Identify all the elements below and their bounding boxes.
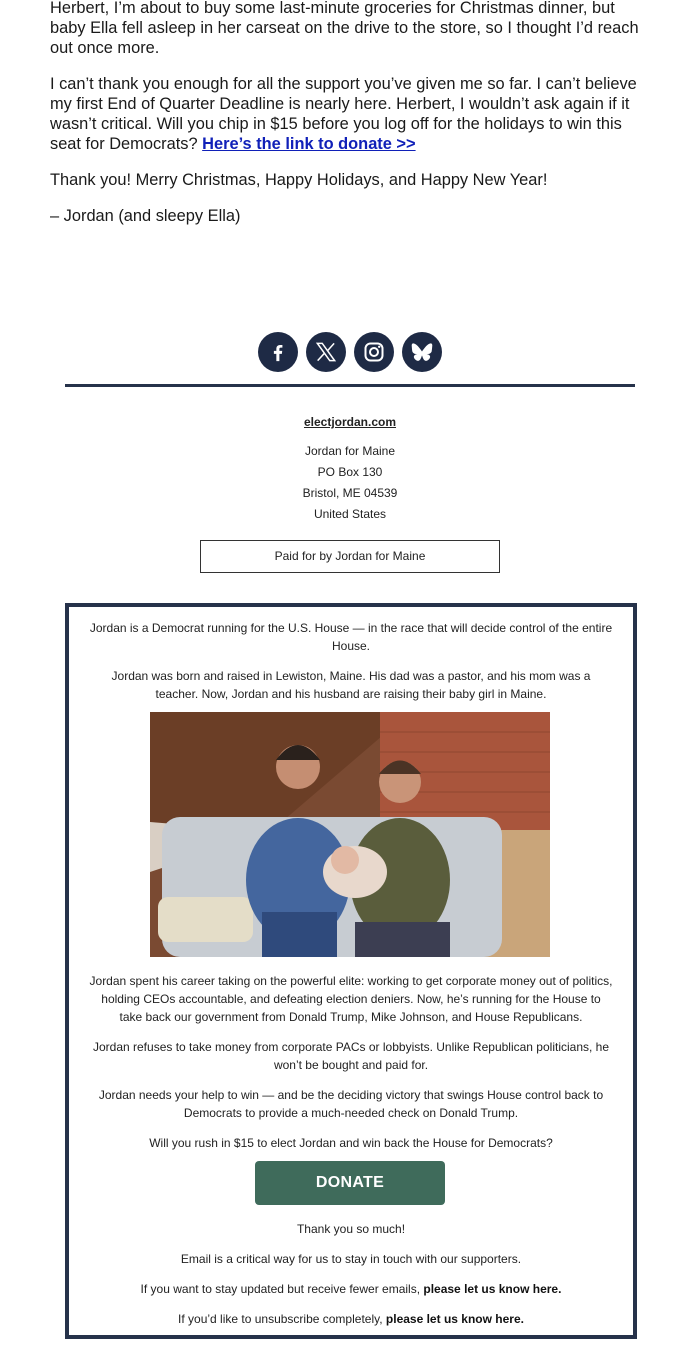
instagram-icon[interactable] <box>354 332 394 372</box>
fewer-emails-link[interactable]: please let us know here. <box>423 1282 562 1296</box>
mailing-address <box>0 441 700 525</box>
donate-button[interactable]: DONATE <box>255 1161 445 1205</box>
bio-paragraph-3: Jordan spent his career taking on the powerful elite: working to get corporate money out of politics, holding CEOs accountable, and defeating election deniers. Now, he’s running for the House to take back our government from Donald Trump, Mike Johnson, and House Republicans. <box>89 974 613 1024</box>
po-box: PO Box 130 <box>317 465 383 479</box>
thanks-text: Thank you so much! <box>296 1222 406 1236</box>
paragraph-ask <box>50 74 650 154</box>
footer-divider <box>65 384 635 387</box>
paid-for-disclaimer: Paid for by Jordan for Maine <box>200 540 500 573</box>
fewer-emails-line <box>89 1280 613 1298</box>
bluesky-icon[interactable] <box>402 332 442 372</box>
bio-paragraph-6: Will you rush in $15 to elect Jordan and win back the House for Democrats? <box>149 1136 553 1150</box>
country: United States <box>313 507 387 521</box>
facebook-icon[interactable] <box>258 332 298 372</box>
bio-paragraph-1: Jordan is a Democrat running for the U.S. House — in the race that will decide control of the entire House. <box>89 621 613 653</box>
paragraph-intro: Herbert, I’m about to buy some last-minute groceries for Christmas dinner, but baby Ella fell asleep in her carseat on the drive to the store, so I thought I’d reach out once more. <box>50 0 639 57</box>
bio-box <box>65 603 637 1339</box>
website-link[interactable]: electjordan.com <box>303 415 397 429</box>
bio-paragraph-5: Jordan needs your help to win — and be the deciding victory that swings House control back to Democrats to provide a much-needed check on Donald Trump. <box>98 1088 604 1120</box>
paragraph-thanks: Thank you! Merry Christmas, Happy Holidays, and Happy New Year! <box>50 171 548 189</box>
org-name: Jordan for Maine <box>304 444 396 458</box>
unsubscribe-text: If you’d like to unsubscribe completely, <box>178 1312 383 1326</box>
bio-paragraph-4: Jordan refuses to take money from corporate PACs or lobbyists. Unlike Republican politicians, he won’t be bought and paid for. <box>92 1040 610 1072</box>
signature: – Jordan (and sleepy Ella) <box>50 207 241 225</box>
unsubscribe-link[interactable]: please let us know here. <box>385 1312 524 1326</box>
social-links <box>0 332 700 372</box>
donate-link[interactable]: Here’s the link to donate >> <box>202 135 416 153</box>
fewer-emails-text: If you want to stay updated but receive fewer emails, <box>140 1282 421 1296</box>
ask-text: I can’t thank you enough for all the support you’ve given me so far. I can’t believe my first End of Quarter Deadline is nearly here. Herbert, I wouldn’t ask again if it wasn’t critical. Will you chip in $15 before you log off for the holidays to win this seat for Democrats? <box>50 75 637 153</box>
email-note: Email is a critical way for us to stay in touch with our supporters. <box>180 1252 522 1266</box>
x-icon[interactable] <box>306 332 346 372</box>
family-photo <box>150 712 550 957</box>
bio-paragraph-2: Jordan was born and raised in Lewiston, Maine. His dad was a pastor, and his mom was a teacher. Now, Jordan and his husband are raising their baby girl in Maine. <box>111 669 591 701</box>
email-body <box>50 0 650 242</box>
city-state-zip: Bristol, ME 04539 <box>302 486 398 500</box>
unsubscribe-line <box>89 1310 613 1328</box>
footer <box>0 413 700 525</box>
